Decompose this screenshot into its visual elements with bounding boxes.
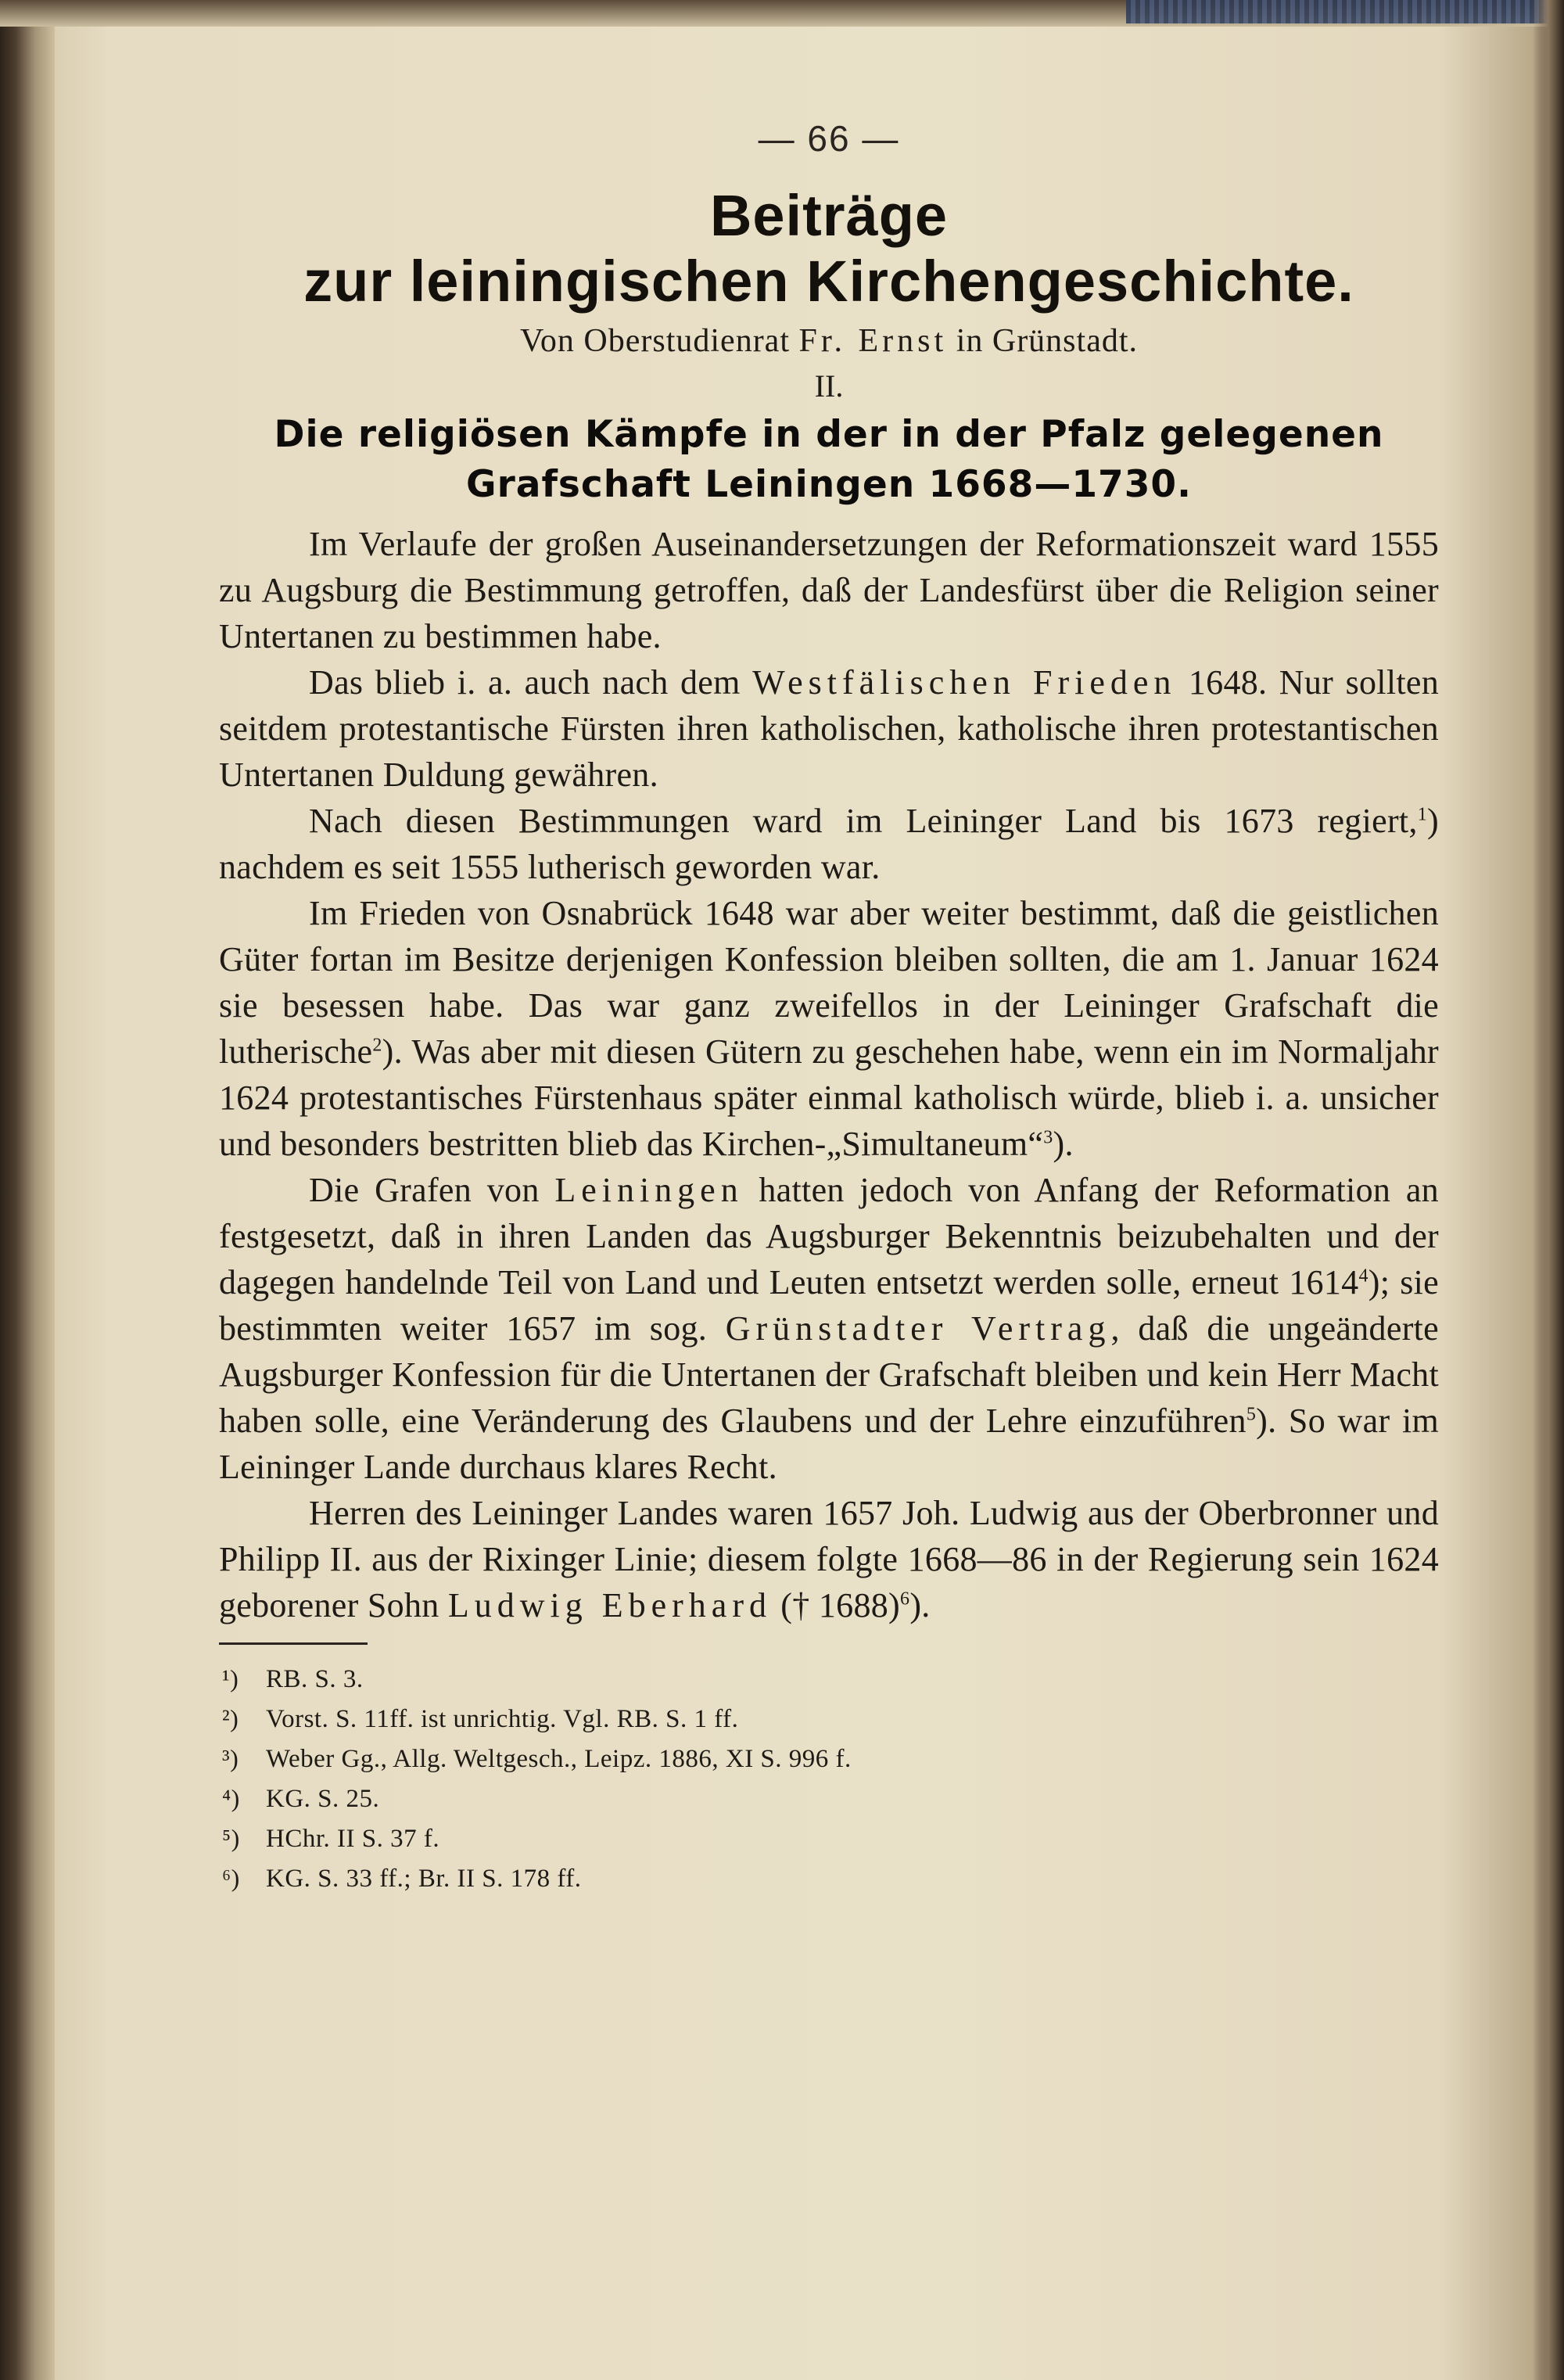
- byline-suffix: in Grünstadt.: [947, 323, 1138, 359]
- article-title-line-2: zur leiningischen Kirchengeschichte.: [303, 249, 1354, 314]
- paragraph-6-text-c: ).: [909, 1586, 931, 1624]
- footnote-ref-1: 1: [1417, 804, 1428, 825]
- paragraph-2-text-b: 1648. Nur sollten seitdem protestantische Fürsten ihren katholischen, katholische ihren protestantischen Untertanen Duldung gewähren.: [219, 663, 1440, 794]
- footnote-4: [222, 1779, 1439, 1818]
- paragraph-3-text-b: ) nachdem es seit 1555 lutherisch geworden war.: [219, 802, 1439, 886]
- subtitle-line-2: Grafschaft Leiningen 1668—1730.: [466, 463, 1192, 506]
- footnote-6: [222, 1858, 1439, 1898]
- book-spine-shadow: [0, 0, 55, 2380]
- footnote-ref-6: 6: [900, 1588, 910, 1610]
- footnote-2-text: Vorst. S. 11ff. ist unrichtig. Vgl. RB. S. 1 ff.: [266, 1705, 739, 1733]
- paragraph-6-text-a: Herren des Leininger Landes waren 1657 Joh. Ludwig aus der Oberbronner und Philipp II. aus der Rixinger Linie; diesem folgte 1668—86 in der Regierung sein 1624 geborener Sohn: [219, 1494, 1439, 1624]
- paragraph-2-text-a: Das blieb i. a. auch nach dem: [309, 663, 753, 702]
- page-number: — 66 —: [758, 118, 900, 159]
- footnote-ref-4: 4: [1358, 1265, 1368, 1287]
- paragraph-6: [219, 1490, 1439, 1628]
- footnote-4-mark: ⁴): [222, 1784, 240, 1812]
- byline-author: Fr. Ernst: [798, 323, 948, 359]
- page-content: [219, 117, 1439, 1898]
- footnote-1: [222, 1659, 1439, 1699]
- footnote-5-mark: ⁵): [222, 1824, 240, 1852]
- paragraph-6-text-b: († 1688): [772, 1586, 901, 1624]
- paragraph-5-text-c: ); sie bestimmten weiter 1657 im sog.: [219, 1263, 1439, 1348]
- footnote-2-mark: ²): [222, 1704, 239, 1732]
- paragraph-1: Im Verlaufe der großen Auseinandersetzungen der Reformationszeit ward 1555 zu Augsburg die Bestimmung getroffen, daß der Landesfürst über die Religion seiner Untertanen zu bestimmen habe.: [219, 525, 1439, 655]
- ludwig-eberhard-spaced: Ludwig Eberhard: [447, 1586, 772, 1624]
- westfaelischer-frieden-spaced: Westfälischen Frieden: [752, 663, 1177, 702]
- paragraph-5: [219, 1167, 1439, 1490]
- subtitle-line-1: Die religiösen Kämpfe in der in der Pfalz gelegenen: [274, 413, 1384, 456]
- footnote-5-text: HChr. II S. 37 f.: [266, 1825, 440, 1853]
- paragraph-3-text-a: Nach diesen Bestimmungen ward im Leininger Land bis 1673 regiert,: [309, 802, 1418, 840]
- byline-prefix: Von Oberstudienrat: [520, 323, 799, 359]
- paragraph-4: [219, 890, 1439, 1167]
- paragraph-5-text-d: , daß die ungeänderte Augsburger Konfession für die Untertanen der Grafschaft bleiben und kein Herr Macht haben solle, eine Veränderung des Glaubens und der Lehre einzuführen: [219, 1309, 1439, 1440]
- body-text: [219, 521, 1439, 1628]
- footnotes-list: [219, 1659, 1439, 1898]
- footnote-divider: [219, 1642, 368, 1645]
- paragraph-4-text-b: ). Was aber mit diesen Gütern zu geschehen habe, wenn ein im Normaljahr 1624 protestantisches Fürstenhaus später einmal katholisch würde, blieb i. a. unsicher und besonders bestritten blieb das Kirchen-„Simultaneum“: [219, 1032, 1439, 1163]
- footnote-6-mark: ⁶): [222, 1864, 240, 1892]
- paragraph-4-text-a: Im Frieden von Osnabrück 1648 war aber weiter bestimmt, daß die geistlichen Güter fortan im Besitze derjenigen Konfession bleiben sollten, die am 1. Januar 1624 sie besessen habe. Das war ganz zweifellos in der Leininger Grafschaft die lutherische: [219, 894, 1439, 1071]
- footnote-3-mark: ³): [222, 1744, 239, 1772]
- footnote-ref-3: 3: [1043, 1127, 1053, 1148]
- footnote-3-text: Weber Gg., Allg. Weltgesch., Leipz. 1886, XI S. 996 f.: [266, 1745, 852, 1773]
- article-title-line-1: Beiträge: [709, 183, 949, 248]
- footnote-5: [222, 1818, 1439, 1858]
- paragraph-3: [219, 798, 1439, 890]
- byline: [219, 319, 1439, 363]
- paragraph-4-text-c: ).: [1053, 1125, 1074, 1163]
- paragraph-5-text-a: Die Grafen von: [309, 1171, 555, 1209]
- footnote-ref-5: 5: [1246, 1404, 1257, 1425]
- footnote-ref-2: 2: [372, 1035, 382, 1056]
- paragraph-5-text-e: ). So war im Leininger Lande durchaus klares Recht.: [219, 1402, 1440, 1486]
- footnote-1-text: RB. S. 3.: [266, 1665, 364, 1693]
- footnote-2: [222, 1699, 1439, 1739]
- paragraph-2: [219, 659, 1439, 798]
- leiningen-spaced: Leiningen: [554, 1171, 744, 1209]
- gruenstadter-vertrag-spaced: Grünstadter Vertrag: [725, 1309, 1111, 1348]
- footnote-4-text: KG. S. 25.: [266, 1785, 380, 1813]
- footnote-3: [222, 1739, 1439, 1779]
- footnote-1-mark: ¹): [222, 1664, 239, 1693]
- footnote-6-text: KG. S. 33 ff.; Br. II S. 178 ff.: [266, 1865, 582, 1893]
- section-number: II.: [814, 368, 844, 404]
- bookmark-ribbon: [1126, 0, 1564, 23]
- right-page-edge: [1533, 0, 1564, 2380]
- paragraph-5-text-b: hatten jedoch von Anfang der Reformation an festgesetzt, daß in ihren Landen das Augsburger Bekenntnis beizubehalten und der dagegen handelnde Teil von Land und Leuten entsetzt werden solle, erneut 1614: [219, 1171, 1439, 1301]
